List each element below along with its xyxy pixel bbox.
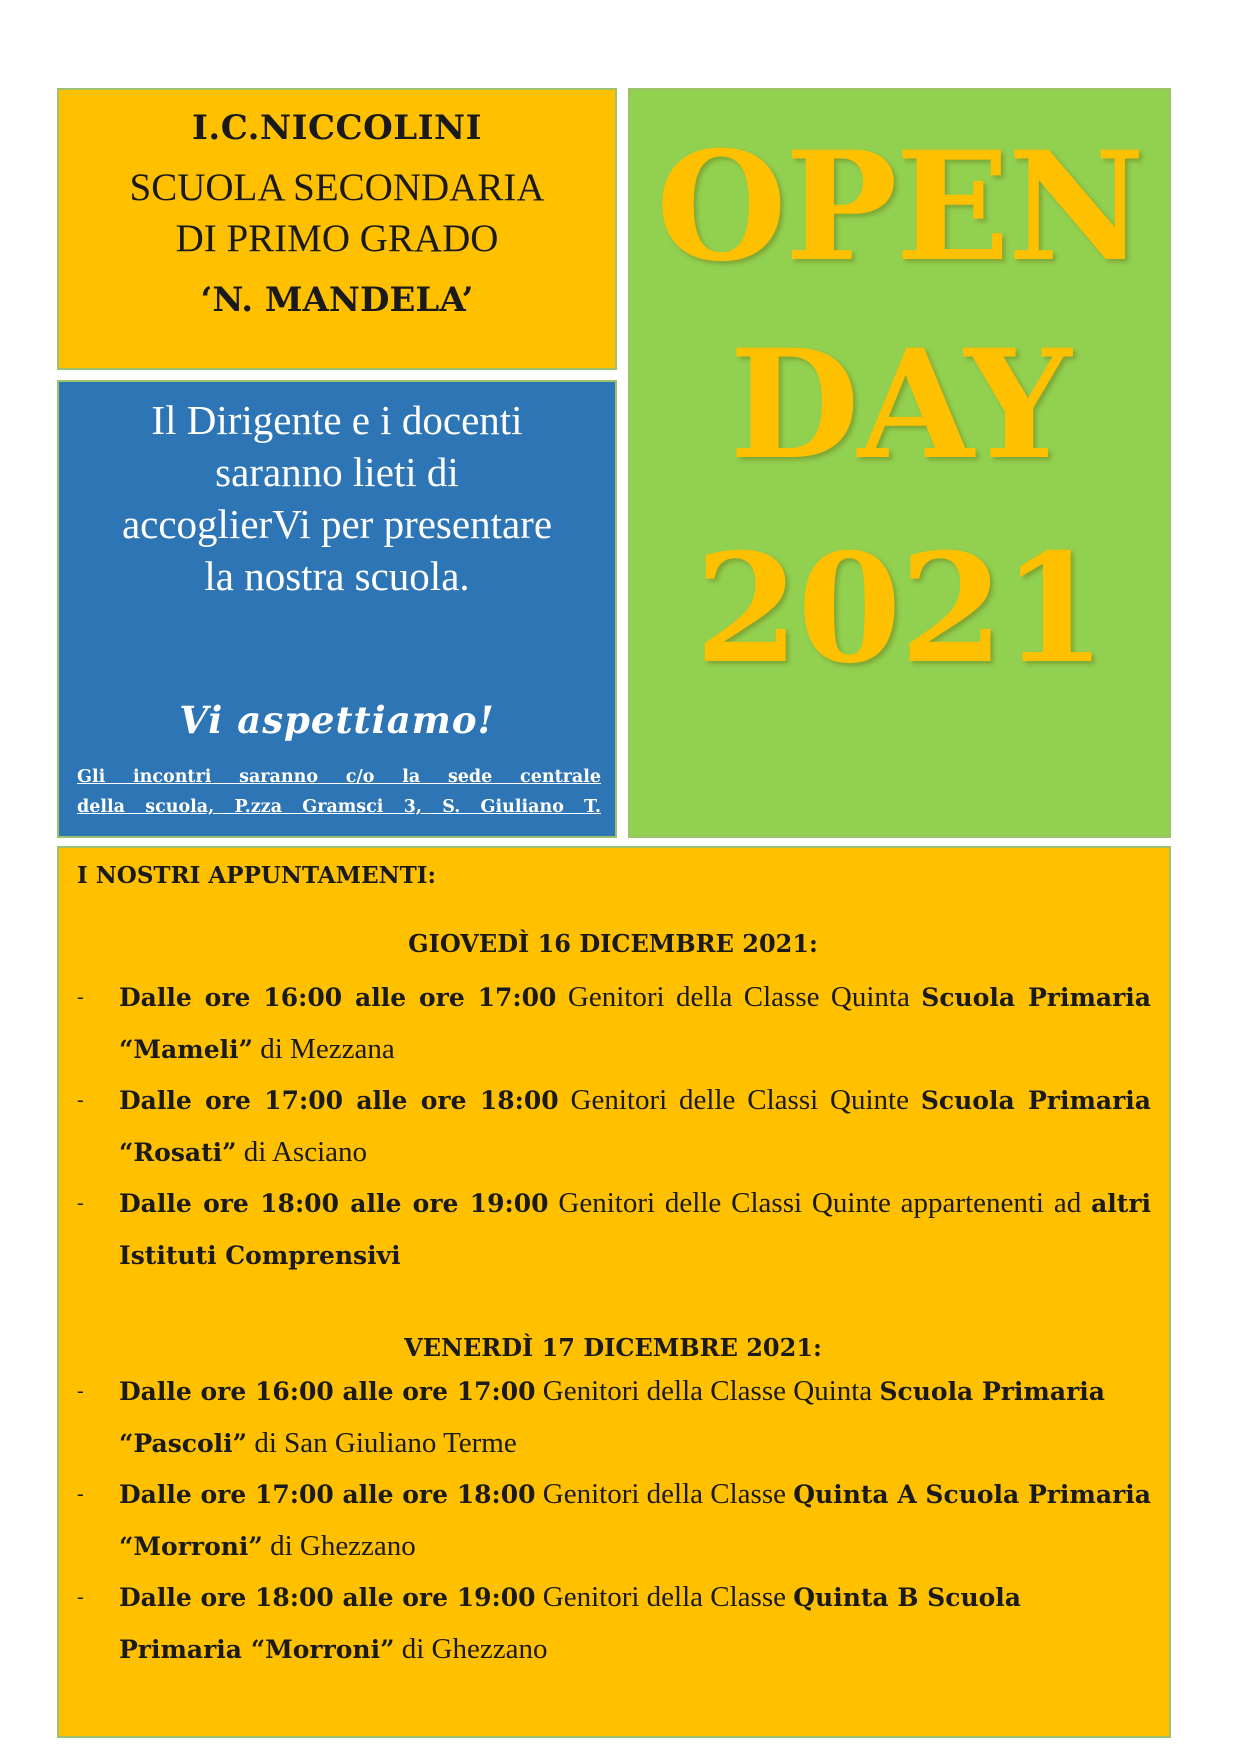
welcome-cta: Vi aspettiamo! bbox=[179, 698, 495, 742]
list-item: - Dalle ore 18:00 alle ore 19:00 Genitori delle Classi Quinte appartenenti ad altri Istituti Comprensivi bbox=[77, 1187, 1151, 1270]
day-heading-friday: VENERDÌ 17 DICEMBRE 2021: bbox=[404, 1333, 822, 1362]
appointment-school: altri Istituti Comprensivi bbox=[119, 1189, 1151, 1270]
appointment-time: Dalle ore 17:00 alle ore 18:00 bbox=[119, 1086, 559, 1115]
day-heading-thursday: GIOVEDÌ 16 DICEMBRE 2021: bbox=[408, 929, 818, 958]
appointment-time: Dalle ore 16:00 alle ore 17:00 bbox=[119, 983, 557, 1012]
banner-word-open: OPEN bbox=[656, 119, 1143, 295]
appointment-text: Genitori della Classe Quinta bbox=[556, 981, 922, 1013]
venue-note-line-1: Gli incontri saranno c/o la sede centrale bbox=[77, 767, 601, 787]
school-name: ‘N. MANDELA’ bbox=[200, 280, 474, 320]
welcome-line-2: saranno lieti di bbox=[215, 449, 459, 495]
welcome-line-1: Il Dirigente e i docenti bbox=[151, 397, 523, 443]
list-item: - Dalle ore 16:00 alle ore 17:00 Genitori della Classe Quinta Scuola Primaria “Mameli” di Mezzana bbox=[77, 981, 1151, 1065]
schedule-heading: I NOSTRI APPUNTAMENTI: bbox=[77, 862, 437, 889]
welcome-message bbox=[59, 394, 615, 602]
appointment-school: Scuola Primaria “Mameli” bbox=[119, 983, 1151, 1064]
appointment-location: di Ghezzano bbox=[394, 1632, 548, 1665]
appointment-school: Quinta A Scuola Primaria “Morroni” bbox=[119, 1480, 1151, 1561]
welcome-line-3: accoglierVi per presentare bbox=[121, 501, 553, 547]
appointment-time: Dalle ore 17:00 alle ore 18:00 bbox=[119, 1480, 536, 1509]
appointment-text: Genitori della Classe Quinta bbox=[535, 1375, 880, 1407]
venue-note-line-2: della scuola, P.zza Gramsci 3, S. Giuliano T. bbox=[77, 797, 601, 817]
appointment-school: Quinta B Scuola Primaria “Morroni” bbox=[119, 1583, 1021, 1664]
appointment-location: di Asciano bbox=[236, 1135, 368, 1168]
list-item: - Dalle ore 17:00 alle ore 18:00 Genitori della Classe Quinta A Scuola Primaria “Morroni” di Ghezzano bbox=[77, 1478, 1151, 1562]
school-info-box bbox=[57, 88, 617, 370]
appointment-text: Genitori della Classe bbox=[535, 1478, 794, 1510]
venue-note bbox=[77, 762, 601, 822]
banner-word-day: DAY bbox=[729, 317, 1070, 493]
welcome-box bbox=[57, 380, 617, 838]
list-item: - Dalle ore 17:00 alle ore 18:00 Genitori delle Classi Quinte Scuola Primaria “Rosati” di Asciano bbox=[77, 1084, 1151, 1168]
appointment-school: Scuola Primaria “Pascoli” bbox=[119, 1377, 1105, 1458]
appointment-school: Scuola Primaria “Rosati” bbox=[119, 1086, 1151, 1167]
banner-year: 2021 bbox=[694, 521, 1105, 697]
appointment-time: Dalle ore 16:00 alle ore 17:00 bbox=[119, 1377, 536, 1406]
open-day-banner bbox=[628, 88, 1171, 838]
appointment-location: di Mezzana bbox=[252, 1032, 395, 1065]
school-type bbox=[59, 162, 615, 264]
appointment-text: Genitori della Classe bbox=[535, 1581, 794, 1613]
appointments-friday bbox=[75, 1366, 1151, 1675]
appointment-location: di San Giuliano Terme bbox=[247, 1426, 517, 1459]
appointment-text: Genitori delle Classi Quinte appartenenti ad bbox=[548, 1187, 1092, 1219]
list-item: - Dalle ore 16:00 alle ore 17:00 Genitori della Classe Quinta Scuola Primaria “Pascoli” di San Giuliano Terme bbox=[77, 1375, 1105, 1459]
schedule-box bbox=[57, 846, 1171, 1738]
institute-name: I.C.NICCOLINI bbox=[191, 108, 483, 148]
school-type-line-2: DI PRIMO GRADO bbox=[175, 217, 499, 260]
school-type-line-1: SCUOLA SECONDARIA bbox=[129, 166, 545, 209]
list-item: - Dalle ore 18:00 alle ore 19:00 Genitori della Classe Quinta B Scuola Primaria “Morroni” di Ghezzano bbox=[77, 1581, 1021, 1665]
welcome-line-4: la nostra scuola. bbox=[204, 553, 470, 599]
appointments-thursday bbox=[75, 972, 1151, 1281]
appointment-location: di Ghezzano bbox=[262, 1529, 416, 1562]
appointment-time: Dalle ore 18:00 alle ore 19:00 bbox=[119, 1189, 549, 1218]
appointment-text: Genitori delle Classi Quinte bbox=[558, 1084, 921, 1116]
appointment-time: Dalle ore 18:00 alle ore 19:00 bbox=[119, 1583, 536, 1612]
